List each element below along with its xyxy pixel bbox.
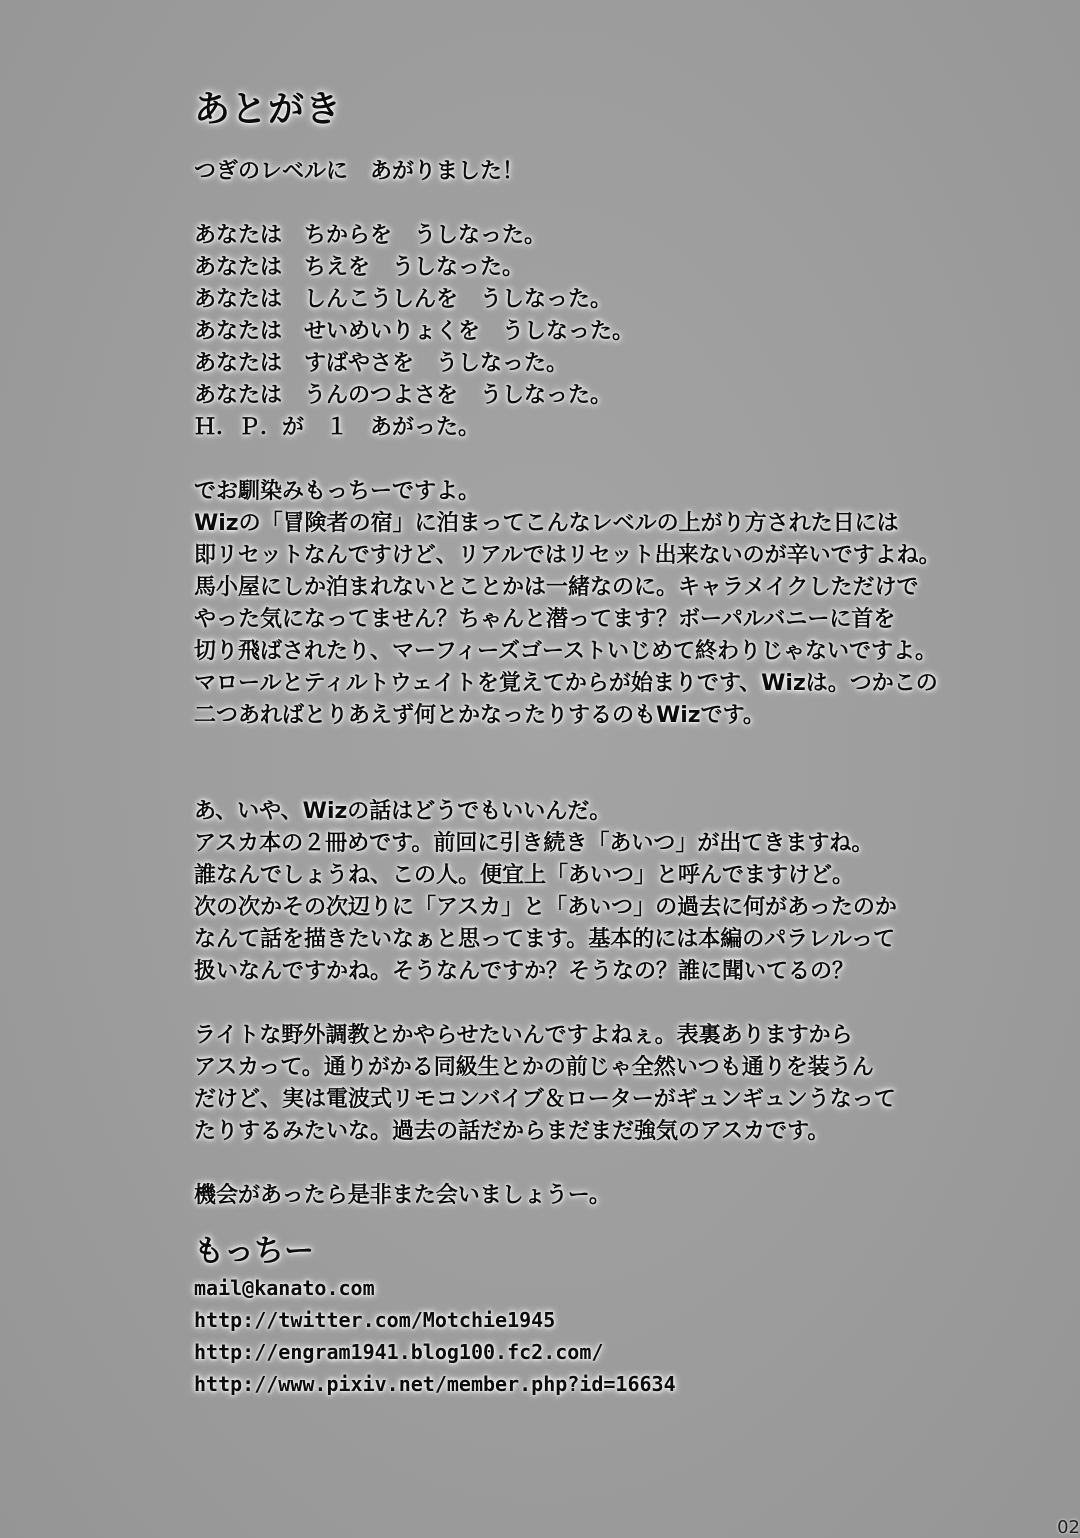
page-title: あとがき [194,89,343,130]
stat-line: あなたは すばやさを うしなった。 [194,351,569,376]
paragraph-line: 馬小屋にしか泊まれないとことかは一緒なのに。キャラメイクしただけで [194,575,919,600]
paragraph-line: ライトな野外調教とかやらせたいんですよねぇ。表裏ありますから [194,1023,853,1048]
paragraph-line: 二つあればとりあえず何とかなったりするのもWizです。 [194,703,765,728]
level-up-announcement: つぎのレベルに あがりました！ [194,159,525,184]
spacer [194,988,1054,1020]
paragraph-plans [194,1020,1054,1148]
paragraph-asuka-book [194,796,1054,988]
spacer [194,732,1054,796]
paragraph-line: マロールとティルトウェイトを覚えてからが始まりです、Wizは。つかこの [194,671,938,696]
spacer [194,1148,1054,1180]
paragraph-line: アスカ本の２冊めです。前回に引き続き「あいつ」が出てきますね。 [194,831,874,856]
paragraph-wizardry [194,476,1054,732]
paragraph-line: 即リセットなんですけど、リアルではリセット出来ないのが辛いですよね。 [194,543,941,568]
paragraph-line: Wizの「冒険者の宿」に泊まってこんなレベルの上がり方された日には [194,511,899,536]
afterword-section [194,86,1054,1400]
paragraph-line: やった気になってません？ちゃんと潜ってます？ボーパルバニーに首を [194,607,896,632]
stat-line: あなたは うんのつよさを うしなった。 [194,383,613,408]
paragraph-line: でお馴染みもっちーですよ。 [194,479,481,504]
spacer [194,444,1054,476]
paragraph-line: たりするみたいな。過去の話だからまだまだ強気のアスカです。 [194,1119,830,1144]
paragraph-line: アスカって。通りがかる同級生とかの前じゃ全然いつも通りを装うん [194,1055,874,1080]
blog-link[interactable]: http://engram1941.blog100.fc2.com/ [194,1340,604,1364]
paragraph-line: 扱いなんですかね。そうなんですか？そうなの？誰に聞いてるの？ [194,959,855,984]
twitter-link[interactable]: http://twitter.com/Motchie1945 [194,1308,556,1332]
email-link[interactable]: mail@kanato.com [194,1276,375,1300]
paragraph-line: 誰なんでしょうね、この人。便宜上「あいつ」と呼んでますけど。 [194,863,855,888]
stat-line: あなたは しんこうしんを うしなった。 [194,287,613,312]
stat-line: あなたは ちからを うしなった。 [194,223,547,248]
stat-line: あなたは ちえを うしなった。 [194,255,525,280]
paragraph-line: 次の次かその次辺りに「アスカ」と「あいつ」の過去に何があったのか [194,895,897,920]
page-number: 02 [1057,1517,1080,1538]
paragraph-line: だけど、実は電波式リモコンバイブ＆ローターがギュンギュンうなって [194,1087,896,1112]
stat-line: Ｈ．Ｐ．が １ あがった。 [194,415,481,440]
paragraph-line: あ、いや、Wizの話はどうでもいいんだ。 [194,799,612,824]
spacer [194,188,1054,220]
paragraph-line: なんて話を描きたいなぁと思ってます。基本的には本編のパラレルって [194,927,896,952]
stat-line: あなたは せいめいりょくを うしなった。 [194,319,635,344]
contact-list [194,1272,1054,1400]
author-name: もっちー [194,1234,314,1269]
level-up-block [194,156,1054,444]
pixiv-link[interactable]: http://www.pixiv.net/member.php?id=16634 [194,1372,676,1396]
paragraph-line: 切り飛ばされたり、マーフィーズゴーストいじめて終わりじゃないですよ。 [194,639,937,664]
closing-line: 機会があったら是非また会いましょうー。 [194,1183,611,1208]
